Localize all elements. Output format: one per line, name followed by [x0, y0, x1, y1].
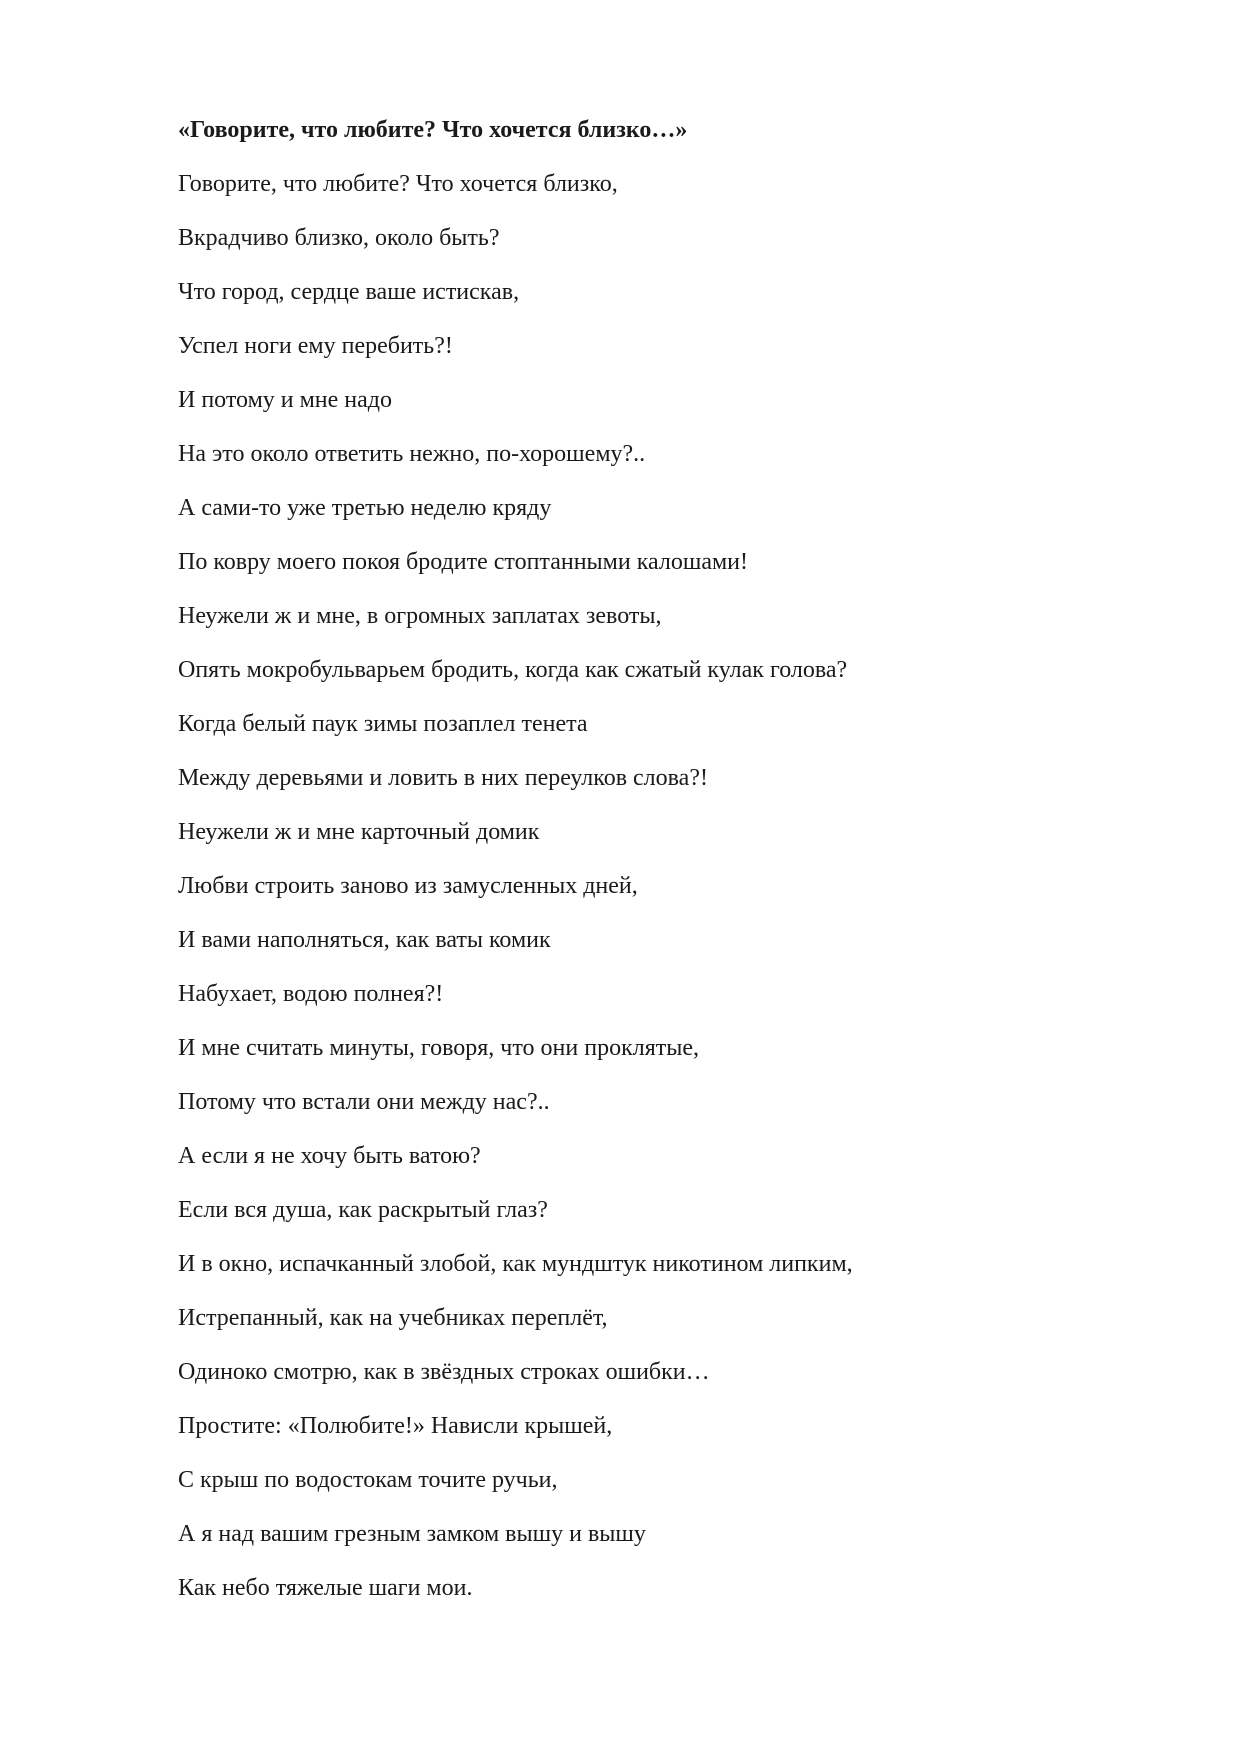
- poem-line: Любви строить заново из замусленных дней,: [178, 873, 638, 899]
- poem-line: И мне считать минуты, говоря, что они проклятые,: [178, 1035, 700, 1061]
- poem-line: Вкрадчиво близко, около быть?: [178, 225, 500, 251]
- poem-line: А я над вашим грезным замком вышу и вышу: [178, 1521, 646, 1547]
- poem-line: По ковру моего покоя бродите стоптанными калошами!: [178, 549, 748, 575]
- poem-line: И потому и мне надо: [178, 387, 392, 413]
- poem-line: И в окно, испачканный злобой, как мундштук никотином липким,: [178, 1251, 853, 1277]
- poem-line: Истрепанный, как на учебниках переплёт,: [178, 1305, 608, 1331]
- poem-line: Неужели ж и мне карточный домик: [178, 819, 540, 845]
- poem-line: И вами наполняться, как ваты комик: [178, 927, 551, 953]
- poem-line: Говорите, что любите? Что хочется близко,: [178, 171, 618, 197]
- poem-line: Как небо тяжелые шаги мои.: [178, 1575, 473, 1601]
- poem-line: С крыш по водостокам точите ручьи,: [178, 1467, 558, 1493]
- poem-line: Если вся душа, как раскрытый глаз?: [178, 1197, 548, 1223]
- poem-title: «Говорите, что любите? Что хочется близко…»: [178, 117, 688, 143]
- poem-line: Неужели ж и мне, в огромных заплатах зевоты,: [178, 603, 662, 629]
- poem-line: А сами-то уже третью неделю кряду: [178, 495, 552, 521]
- poem-line: Простите: «Полюбите!» Нависли крышей,: [178, 1413, 613, 1439]
- poem-lines: [178, 169, 1178, 1627]
- poem-line: Что город, сердце ваше истискав,: [178, 279, 520, 305]
- poem-line: Между деревьями и ловить в них переулков слова?!: [178, 765, 708, 791]
- poem-line: Успел ноги ему перебить?!: [178, 333, 453, 359]
- poem-line: Когда белый паук зимы позаплел тенета: [178, 711, 588, 737]
- poem-line: На это около ответить нежно, по-хорошему?..: [178, 441, 646, 467]
- poem-body: [178, 115, 1178, 1627]
- poem-line: А если я не хочу быть ватою?: [178, 1143, 481, 1169]
- poem-line: Одиноко смотрю, как в звёздных строках ошибки…: [178, 1359, 710, 1385]
- poem-line: Опять мокробульварьем бродить, когда как сжатый кулак голова?: [178, 657, 848, 683]
- poem-line: Набухает, водою полнея?!: [178, 981, 444, 1007]
- poem-line: Потому что встали они между нас?..: [178, 1089, 550, 1115]
